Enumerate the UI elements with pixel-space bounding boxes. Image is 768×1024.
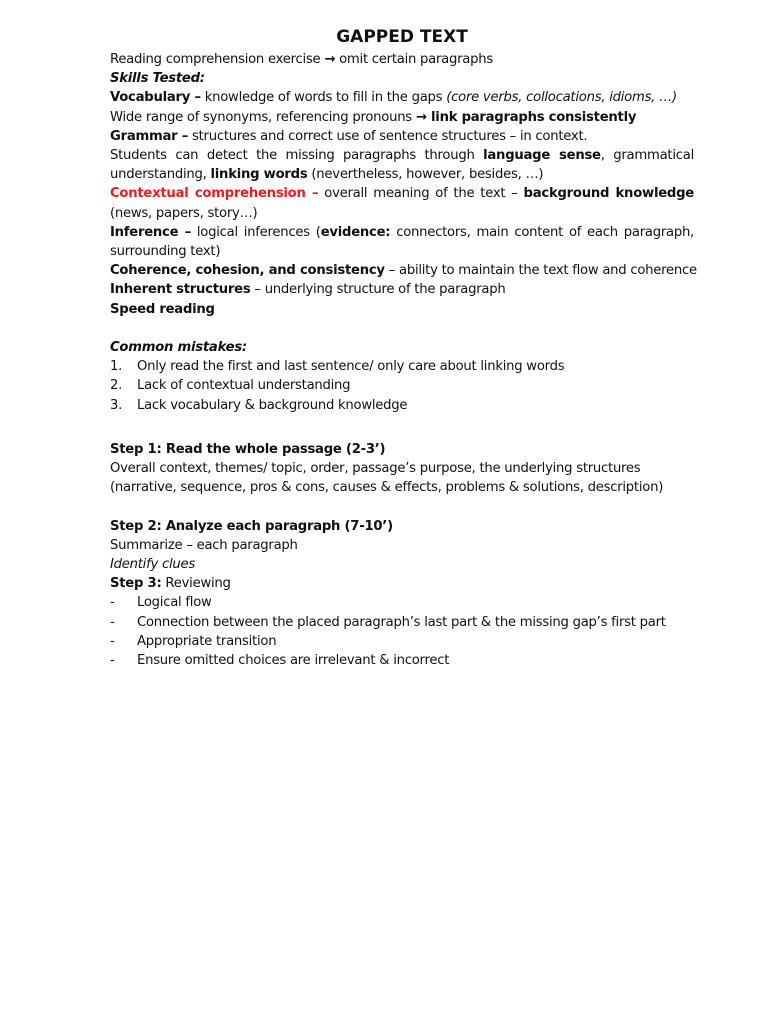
step3-text: Reviewing [161, 576, 231, 592]
grammar-label: Grammar – [110, 128, 189, 144]
right-arrow-icon: → [415, 109, 427, 125]
inference-paragraph [110, 223, 694, 261]
list-item-text: Ensure omitted choices are irrelevant & incorrect [137, 653, 450, 669]
vocabulary-text: knowledge of words to fill in the gaps [200, 90, 447, 106]
step1-text: Overall context, themes/ topic, order, passage’s purpose, the underlying structures (narrative, sequence, pros & cons, causes & effects, problems & solutions, description) [110, 461, 664, 496]
spacer [110, 415, 694, 440]
list-item-text: Only read the first and last sentence/ only care about linking words [137, 359, 565, 375]
review-list [110, 593, 694, 670]
evidence-term: evidence: [320, 224, 391, 240]
inference-text-2: connectors, main content of each paragraph, surrounding text) [110, 224, 694, 260]
mistakes-heading: Common mistakes: [110, 340, 247, 356]
right-arrow-icon: → [324, 52, 336, 67]
list-item-text: Connection between the placed paragraph’s last part & the missing gap’s first part [137, 614, 666, 630]
contextual-text-1: overall meaning of the text – [318, 186, 524, 202]
vocabulary-label: Vocabulary – [110, 90, 201, 106]
contextual-paragraph [110, 184, 694, 222]
vocabulary-examples: (core verbs, collocations, idioms, …) [446, 90, 677, 106]
page-title: GAPPED TEXT [336, 27, 468, 47]
speed-reading-line: Speed reading [110, 301, 215, 317]
background-knowledge-term: background knowledge [523, 186, 694, 202]
list-item-text: Lack vocabulary & background knowledge [137, 397, 408, 413]
list-item-text: Lack of contextual understanding [137, 378, 351, 394]
list-marker: 2. [110, 378, 123, 394]
coherence-line [110, 261, 697, 280]
step2-heading: Step 2: Analyze each paragraph (7-10’) [110, 518, 393, 534]
step3-label: Step 3: [110, 576, 162, 592]
students-text-3: (nevertheless, however, besides, …) [307, 167, 544, 183]
list-item [110, 651, 694, 670]
students-text-2: , grammatical understanding, [110, 148, 694, 183]
synonyms-bold: link paragraphs consistently [426, 109, 637, 125]
list-item [110, 613, 694, 632]
synonyms-text: Wide range of synonyms, referencing pronouns [110, 109, 416, 125]
spacer [110, 497, 694, 516]
list-marker: 1. [110, 359, 123, 375]
list-item [110, 357, 694, 376]
inherent-line [110, 280, 694, 299]
coherence-label: Coherence, cohesion, and consistency [110, 263, 385, 279]
list-marker: 3. [110, 397, 123, 413]
list-marker: - [110, 595, 115, 611]
list-item-text: Appropriate transition [137, 633, 277, 649]
list-item [110, 376, 694, 395]
students-text-1: Students can detect the missing paragraphs through [110, 148, 484, 164]
list-marker: - [110, 633, 115, 649]
list-marker: - [110, 653, 115, 669]
students-paragraph [110, 146, 694, 184]
synonyms-line [110, 108, 694, 127]
document-page [110, 26, 697, 670]
step2-summarize: Summarize – each paragraph [110, 537, 298, 553]
intro-text: Reading comprehension exercise [110, 52, 325, 67]
contextual-text-2: (news, papers, story…) [110, 205, 258, 221]
step2-clues: Identify clues [110, 557, 195, 573]
list-item [110, 593, 694, 612]
grammar-text: structures and correct use of sentence structures – in context. [188, 128, 588, 144]
step1-heading: Step 1: Read the whole passage (2-3’) [110, 441, 386, 457]
linking-words-term: linking words [210, 167, 308, 183]
language-sense-term: language sense [483, 148, 601, 164]
inference-label: Inference – [110, 224, 191, 240]
inference-text-1: logical inferences ( [190, 224, 321, 240]
list-marker: - [110, 614, 115, 630]
inherent-label: Inherent structures [110, 282, 251, 298]
list-item [110, 632, 694, 651]
skills-heading: Skills Tested: [110, 71, 205, 87]
coherence-text: – ability to maintain the text flow and coherence [384, 263, 697, 279]
mistakes-list [110, 357, 694, 415]
intro-text-after: omit certain paragraphs [335, 52, 493, 67]
intro-line [110, 50, 694, 69]
list-item-text: Logical flow [137, 595, 212, 611]
grammar-line [110, 127, 694, 146]
list-item [110, 396, 694, 415]
spacer [110, 319, 694, 338]
contextual-label: Contextual comprehension – [110, 186, 319, 202]
vocabulary-line [110, 88, 694, 107]
step3-line [110, 574, 694, 593]
inherent-text: – underlying structure of the paragraph [250, 282, 506, 298]
